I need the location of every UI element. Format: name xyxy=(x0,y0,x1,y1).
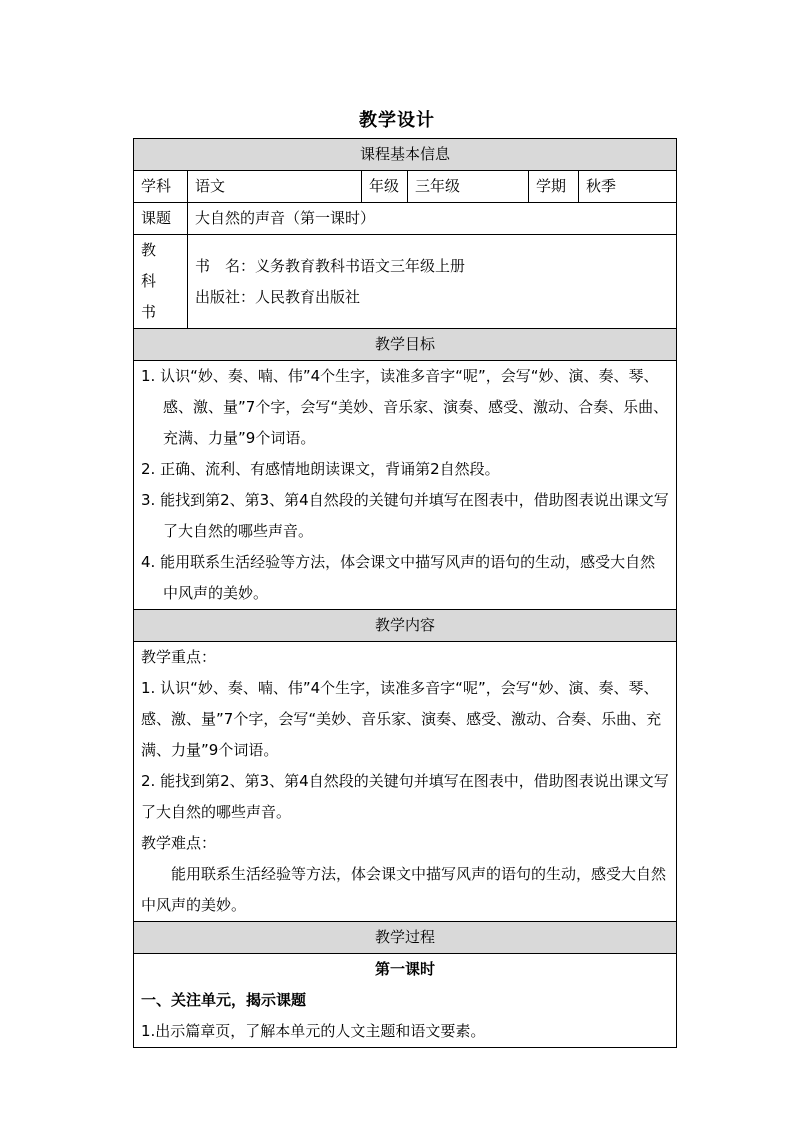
lesson-plan-table xyxy=(133,138,677,1048)
goal-item-4: 4. 能用联系生活经验等方法，体会课文中描写风声的语句的生动，感受大自然中风声的美妙。 xyxy=(141,553,656,602)
term-label: 学期 xyxy=(529,171,579,203)
grade-label: 年级 xyxy=(362,171,408,203)
difficult-points-label: 教学难点： xyxy=(141,834,217,852)
key-point-1: 1. 认识“妙、奏、喃、伟”4个生字，读准多音字“呢”，会写“妙、演、奏、琴、感、激、量”7个字，会写“美妙、音乐家、演奏、感受、激动、合奏、乐曲、充满、力量”9个词语。 xyxy=(141,679,662,759)
topic-value: 大自然的声音（第一课时） xyxy=(188,203,677,235)
lesson-heading: 第一课时 xyxy=(375,960,436,978)
section-header-process: 教学过程 xyxy=(134,922,677,954)
step-1-item-1: 1.出示篇章页，了解本单元的人文主题和语文要素。 xyxy=(141,1022,486,1040)
subject-label: 学科 xyxy=(134,171,188,203)
step-1-heading: 一、关注单元，揭示课题 xyxy=(141,991,307,1009)
textbook-label xyxy=(134,235,188,329)
section-header-goals: 教学目标 xyxy=(134,329,677,361)
goal-item-1: 1. 认识“妙、奏、喃、伟”4个生字，读准多音字“呢”，会写“妙、演、奏、琴、感、激、量”7个字，会写“美妙、音乐家、演奏、感受、激动、合奏、乐曲、充满、力量”9个词语。 xyxy=(141,367,669,447)
topic-label: 课题 xyxy=(134,203,188,235)
goal-item-2: 2. 正确、流利、有感情地朗读课文，背诵第2自然段。 xyxy=(141,460,500,478)
key-points-label: 教学重点： xyxy=(141,648,217,666)
grade-value: 三年级 xyxy=(408,171,529,203)
key-point-2: 2. 能找到第2、第3、第4自然段的关键句并填写在图表中，借助图表说出课文写了大自然的哪些声音。 xyxy=(141,772,669,821)
publisher: 出版社：人民教育出版社 xyxy=(195,287,361,306)
process-body xyxy=(134,954,677,1048)
difficult-point-text: 能用联系生活经验等方法，体会课文中描写风声的语句的生动，感受大自然中风声的美妙。 xyxy=(141,865,667,914)
textbook-label-line-1: 教 科 xyxy=(141,241,163,290)
goal-item-3: 3. 能找到第2、第3、第4自然段的关键句并填写在图表中，借助图表说出课文写了大自然的哪些声音。 xyxy=(141,491,669,540)
goals-content xyxy=(134,361,677,610)
subject-value: 语文 xyxy=(188,171,362,203)
book-name: 书 名：义务教育教科书语文三年级上册 xyxy=(195,256,466,275)
section-header-basic-info: 课程基本信息 xyxy=(134,139,677,171)
term-value: 秋季 xyxy=(579,171,677,203)
textbook-info xyxy=(188,235,677,329)
document-title: 教学设计 xyxy=(359,110,435,131)
content-body xyxy=(134,642,677,922)
textbook-label-line-2: 书 xyxy=(141,303,163,321)
section-header-content: 教学内容 xyxy=(134,610,677,642)
